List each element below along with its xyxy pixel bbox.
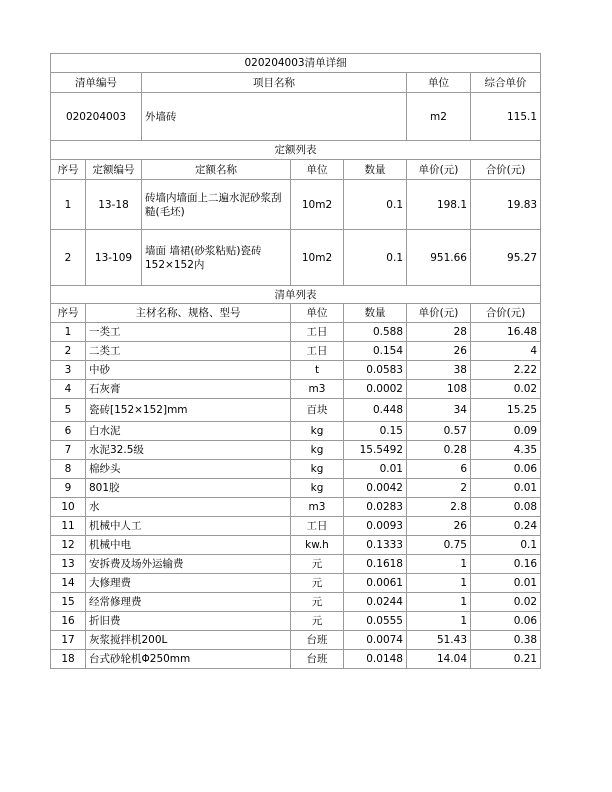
list-cell: 26	[407, 517, 471, 536]
list-cell: 11	[51, 517, 86, 536]
list-cell: 34	[407, 399, 471, 422]
list-cell: 二类工	[86, 342, 291, 361]
list-row	[51, 650, 541, 669]
list-cell: t	[291, 361, 344, 380]
list-cell: 1	[407, 574, 471, 593]
list-cell: 4	[51, 380, 86, 399]
list-cell: 白水泥	[86, 422, 291, 441]
list-cell: 38	[407, 361, 471, 380]
list-cell: m3	[291, 498, 344, 517]
quota-cell: 10m2	[291, 230, 344, 286]
list-cell: 6	[407, 460, 471, 479]
list-cell: 0.02	[471, 593, 541, 612]
list-cell: 元	[291, 612, 344, 631]
list-cell: 1	[407, 593, 471, 612]
list-cell: 0.38	[471, 631, 541, 650]
list-cell: 机械中电	[86, 536, 291, 555]
list-cell: 0.1	[471, 536, 541, 555]
list-cell: 工日	[291, 342, 344, 361]
list-cell: 2.8	[407, 498, 471, 517]
list-cell: 1	[51, 323, 86, 342]
list-cell: 台式砂轮机Φ250mm	[86, 650, 291, 669]
list-cell: 13	[51, 555, 86, 574]
list-cell: 0.06	[471, 612, 541, 631]
list-cell: 机械中人工	[86, 517, 291, 536]
detail-sheet	[50, 53, 540, 669]
list-cell: 0.0555	[344, 612, 407, 631]
list-cell: kg	[291, 422, 344, 441]
list-cell: 0.0002	[344, 380, 407, 399]
list-cell: 石灰膏	[86, 380, 291, 399]
list-row	[51, 498, 541, 517]
quota-cell: 0.1	[344, 230, 407, 286]
list-cell: 10	[51, 498, 86, 517]
quota-cell: 10m2	[291, 180, 344, 230]
list-cell: 0.448	[344, 399, 407, 422]
list-cell: 0.154	[344, 342, 407, 361]
list-cell: 14	[51, 574, 86, 593]
list-cell: 0.06	[471, 460, 541, 479]
list-row	[51, 574, 541, 593]
list-cell: 2	[51, 342, 86, 361]
list-row	[51, 422, 541, 441]
list-cell: 0.16	[471, 555, 541, 574]
list-cell: 15.5492	[344, 441, 407, 460]
list-row	[51, 380, 541, 399]
list-cell: 一类工	[86, 323, 291, 342]
list-cell: 0.0042	[344, 479, 407, 498]
quota-cell: 2	[51, 230, 86, 286]
list-cell: 安拆费及场外运输费	[86, 555, 291, 574]
list-cell: 0.02	[471, 380, 541, 399]
list-cell: 工日	[291, 517, 344, 536]
list-cell: 0.75	[407, 536, 471, 555]
list-cell: 2.22	[471, 361, 541, 380]
list-row	[51, 479, 541, 498]
quota-cell: 墙面 墙裙(砂浆粘贴)瓷砖152×152内	[142, 230, 291, 286]
item-price: 115.1	[471, 93, 541, 141]
list-row	[51, 631, 541, 650]
quota-cell: 13-109	[86, 230, 142, 286]
list-cell: 中砂	[86, 361, 291, 380]
list-cell: 0.0148	[344, 650, 407, 669]
list-header-cell: 主材名称、规格、型号	[86, 304, 291, 323]
list-cell: 0.588	[344, 323, 407, 342]
list-cell: 4.35	[471, 441, 541, 460]
list-cell: 0.21	[471, 650, 541, 669]
list-cell: 棉纱头	[86, 460, 291, 479]
list-cell: 26	[407, 342, 471, 361]
quota-header-cell: 数量	[344, 160, 407, 180]
list-cell: 水	[86, 498, 291, 517]
quota-cell: 13-18	[86, 180, 142, 230]
list-cell: 17	[51, 631, 86, 650]
quota-header-cell: 单位	[291, 160, 344, 180]
list-cell: m3	[291, 380, 344, 399]
quota-header-cell: 定额编号	[86, 160, 142, 180]
list-cell: 8	[51, 460, 86, 479]
list-row	[51, 361, 541, 380]
header-unit: 单位	[407, 73, 471, 93]
list-cell: 0.0061	[344, 574, 407, 593]
list-section-title-row	[51, 286, 541, 304]
list-row	[51, 399, 541, 422]
list-cell: 工日	[291, 323, 344, 342]
sheet-title: 020204003清单详细	[51, 54, 541, 73]
list-cell: 16	[51, 612, 86, 631]
list-cell: 台班	[291, 631, 344, 650]
list-row	[51, 342, 541, 361]
list-cell: 元	[291, 555, 344, 574]
list-cell: 瓷砖[152×152]mm	[86, 399, 291, 422]
list-row	[51, 517, 541, 536]
list-cell: 801胶	[86, 479, 291, 498]
list-cell: 4	[471, 342, 541, 361]
list-cell: 18	[51, 650, 86, 669]
list-header-row	[51, 304, 541, 323]
list-cell: 折旧费	[86, 612, 291, 631]
list-cell: kg	[291, 441, 344, 460]
list-cell: 0.15	[344, 422, 407, 441]
list-cell: 经常修理费	[86, 593, 291, 612]
list-cell: 7	[51, 441, 86, 460]
list-cell: 0.0093	[344, 517, 407, 536]
list-cell: 百块	[291, 399, 344, 422]
list-cell: 灰浆搅拌机200L	[86, 631, 291, 650]
list-section-title: 清单列表	[51, 286, 541, 304]
quota-cell: 198.1	[407, 180, 471, 230]
list-cell: 0.08	[471, 498, 541, 517]
list-cell: kg	[291, 460, 344, 479]
quota-section-title: 定额列表	[51, 141, 541, 160]
list-row	[51, 593, 541, 612]
list-cell: 0.01	[344, 460, 407, 479]
list-header-cell: 单价(元)	[407, 304, 471, 323]
list-row	[51, 536, 541, 555]
list-header-cell: 单位	[291, 304, 344, 323]
quota-header-cell: 合价(元)	[471, 160, 541, 180]
list-cell: 51.43	[407, 631, 471, 650]
list-cell: 0.01	[471, 479, 541, 498]
list-row	[51, 323, 541, 342]
quota-header-row	[51, 160, 541, 180]
list-cell: 0.0283	[344, 498, 407, 517]
list-cell: 14.04	[407, 650, 471, 669]
header-price: 综合单价	[471, 73, 541, 93]
list-header-cell: 数量	[344, 304, 407, 323]
header-name: 项目名称	[142, 73, 407, 93]
quota-header-cell: 定额名称	[142, 160, 291, 180]
list-cell: 3	[51, 361, 86, 380]
quota-header-cell: 序号	[51, 160, 86, 180]
quota-cell: 951.66	[407, 230, 471, 286]
list-header-cell: 合价(元)	[471, 304, 541, 323]
list-cell: 0.24	[471, 517, 541, 536]
quota-cell: 砖墙内墙面上二遍水泥砂浆刮糙(毛坯)	[142, 180, 291, 230]
list-header-cell: 序号	[51, 304, 86, 323]
list-cell: 0.1618	[344, 555, 407, 574]
item-unit: m2	[407, 93, 471, 141]
list-cell: 0.09	[471, 422, 541, 441]
list-cell: 0.0074	[344, 631, 407, 650]
list-row	[51, 441, 541, 460]
list-cell: 0.28	[407, 441, 471, 460]
list-cell: 大修理费	[86, 574, 291, 593]
list-cell: 15.25	[471, 399, 541, 422]
list-cell: kg	[291, 479, 344, 498]
quota-row	[51, 180, 541, 230]
detail-table	[50, 53, 541, 669]
list-cell: 1	[407, 612, 471, 631]
list-cell: 5	[51, 399, 86, 422]
list-cell: 108	[407, 380, 471, 399]
list-cell: 0.01	[471, 574, 541, 593]
quota-row	[51, 230, 541, 286]
list-cell: 0.0583	[344, 361, 407, 380]
list-cell: 2	[407, 479, 471, 498]
list-cell: 12	[51, 536, 86, 555]
quota-cell: 95.27	[471, 230, 541, 286]
quota-cell: 0.1	[344, 180, 407, 230]
list-cell: 0.0244	[344, 593, 407, 612]
list-row	[51, 460, 541, 479]
header-code: 清单编号	[51, 73, 142, 93]
list-row	[51, 555, 541, 574]
list-cell: 9	[51, 479, 86, 498]
detail-table-body	[51, 54, 541, 669]
item-code: 020204003	[51, 93, 142, 141]
list-cell: 元	[291, 574, 344, 593]
list-cell: 0.1333	[344, 536, 407, 555]
list-cell: 15	[51, 593, 86, 612]
quota-cell: 1	[51, 180, 86, 230]
item-name: 外墙砖	[142, 93, 407, 141]
list-cell: 元	[291, 593, 344, 612]
list-cell: 28	[407, 323, 471, 342]
list-cell: 水泥32.5级	[86, 441, 291, 460]
quota-header-cell: 单价(元)	[407, 160, 471, 180]
list-cell: 1	[407, 555, 471, 574]
list-cell: kw.h	[291, 536, 344, 555]
list-cell: 16.48	[471, 323, 541, 342]
list-row	[51, 612, 541, 631]
list-cell: 台班	[291, 650, 344, 669]
quota-cell: 19.83	[471, 180, 541, 230]
list-cell: 0.57	[407, 422, 471, 441]
list-cell: 6	[51, 422, 86, 441]
